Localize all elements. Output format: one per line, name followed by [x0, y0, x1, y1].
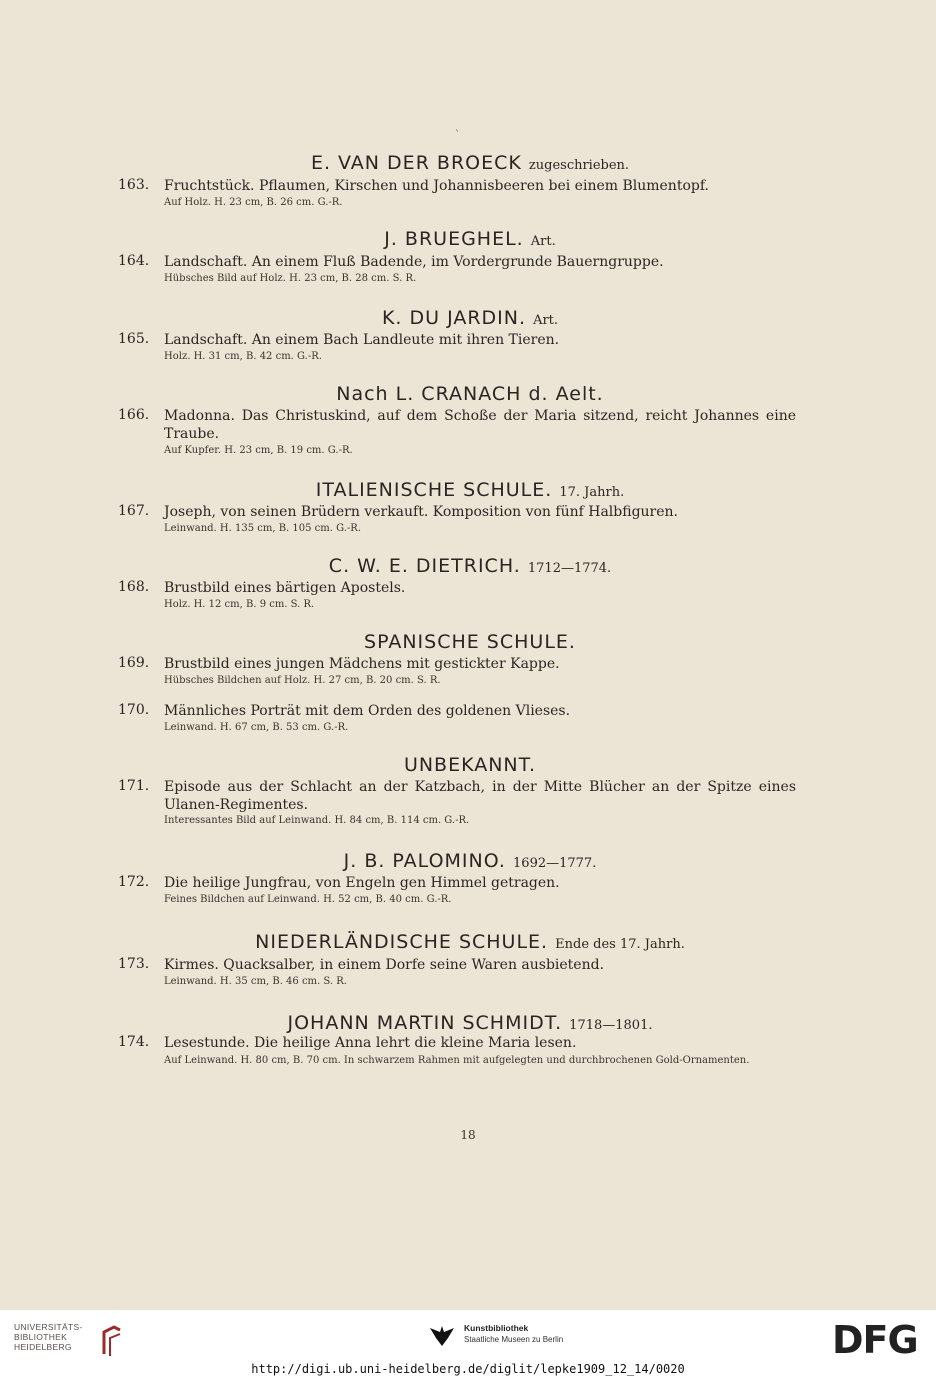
- lot-description: Fruchtstück. Pflaumen, Kirschen und Johannisbeeren bei einem Blumentopf.: [164, 178, 709, 194]
- lot-description: Die heilige Jungfrau, von Engeln gen Himmel getragen.: [164, 875, 560, 891]
- lot-number: 166.: [118, 407, 150, 423]
- kunstbibliothek-subtitle: Staatliche Museen zu Berlin: [464, 1335, 564, 1344]
- lot-description: Madonna. Das Christuskind, auf dem Schoße der Maria sitzend, reicht Johannes eine Traube.: [164, 408, 796, 442]
- artist-heading: Nach L. CRANACH d. Aelt.: [336, 383, 604, 405]
- lot-number: 168.: [118, 579, 150, 595]
- source-url-link[interactable]: http://digi.ub.uni-heidelberg.de/diglit/lepke1909_12_14/0020: [251, 1362, 685, 1376]
- artist-heading: J. B. PALOMINO. 1692—1777.: [343, 850, 597, 872]
- lot-description: Kirmes. Quacksalber, in einem Dorfe seine Waren ausbietend.: [164, 957, 605, 973]
- artist-heading: J. BRUEGHEL. Art.: [384, 228, 556, 250]
- stray-mark: `: [455, 130, 460, 141]
- lot-description: Brustbild eines bärtigen Apostels.: [164, 580, 406, 596]
- lot-number: 172.: [118, 874, 150, 890]
- page-number: 18: [460, 1128, 476, 1142]
- kunstbibliothek-logo[interactable]: [428, 1322, 628, 1352]
- lot-details: Interessantes Bild auf Leinwand. H. 84 cm, B. 114 cm. G.-R.: [164, 815, 470, 826]
- university-line: HEIDELBERG: [14, 1342, 72, 1352]
- lot-details: Holz. H. 31 cm, B. 42 cm. G.-R.: [164, 351, 322, 362]
- lot-number: 165.: [118, 331, 150, 347]
- lot-description: Lesestunde. Die heilige Anna lehrt die kleine Maria lesen.: [164, 1035, 577, 1051]
- lot-number: 167.: [118, 503, 150, 519]
- artist-heading: JOHANN MARTIN SCHMIDT. 1718—1801.: [287, 1012, 653, 1034]
- artist-heading: NIEDERLÄNDISCHE SCHULE. Ende des 17. Jahrh.: [255, 931, 685, 953]
- lot-number: 171.: [118, 778, 150, 794]
- lot-number: 170.: [118, 702, 150, 718]
- lot-details: Holz. H. 12 cm, B. 9 cm. S. R.: [164, 599, 315, 610]
- lot-number: 169.: [118, 655, 150, 671]
- university-emblem-icon: [100, 1324, 124, 1358]
- lot-description: Landschaft. An einem Bach Landleute mit ihren Tieren.: [164, 332, 560, 348]
- university-library-logo[interactable]: [14, 1322, 124, 1362]
- eagle-icon: [428, 1324, 456, 1348]
- lot-details: Feines Bildchen auf Leinwand. H. 52 cm, B. 40 cm. G.-R.: [164, 894, 452, 905]
- artist-heading: UNBEKANNT.: [403, 754, 537, 776]
- kunstbibliothek-name: Kunstbibliothek: [464, 1323, 529, 1333]
- lot-number: 174.: [118, 1034, 150, 1050]
- university-line: BIBLIOTHEK: [14, 1332, 68, 1342]
- lot-details: Leinwand. H. 35 cm, B. 46 cm. S. R.: [164, 976, 347, 987]
- lot-description: Episode aus der Schlacht an der Katzbach, in der Mitte Blücher an der Spitze eines Ulanen-Regimentes.: [164, 779, 796, 813]
- lot-details: Auf Holz. H. 23 cm, B. 26 cm. G.-R.: [164, 197, 343, 208]
- lot-details: Leinwand. H. 67 cm, B. 53 cm. G.-R.: [164, 722, 349, 733]
- artist-heading: C. W. E. DIETRICH. 1712—1774.: [328, 555, 612, 577]
- lot-number: 173.: [118, 956, 150, 972]
- lot-details: Hübsches Bild auf Holz. H. 23 cm, B. 28 cm. S. R.: [164, 273, 417, 284]
- artist-heading: SPANISCHE SCHULE.: [364, 631, 576, 653]
- lot-details: Auf Leinwand. H. 80 cm, B. 70 cm. In schwarzem Rahmen mit aufgelegten und durchbrochenen Gold-Ornamenten.: [164, 1055, 750, 1066]
- digitization-footer: [0, 1310, 936, 1378]
- artist-heading: K. DU JARDIN. Art.: [381, 307, 559, 329]
- university-line: UNIVERSITÄTS-: [14, 1322, 83, 1332]
- lot-details: Leinwand. H. 135 cm, B. 105 cm. G.-R.: [164, 523, 362, 534]
- dfg-logo[interactable]: DFG: [832, 1318, 918, 1362]
- lot-details: Hübsches Bildchen auf Holz. H. 27 cm, B. 20 cm. S. R.: [164, 675, 441, 686]
- lot-number: 164.: [118, 253, 150, 269]
- lot-description: Brustbild eines jungen Mädchens mit gestickter Kappe.: [164, 656, 560, 672]
- lot-number: 163.: [118, 177, 150, 193]
- lot-description: Landschaft. An einem Fluß Badende, im Vordergrunde Bauerngruppe.: [164, 254, 664, 270]
- artist-heading: E. VAN DER BROECK zugeschrieben.: [310, 152, 630, 174]
- lot-description: Männliches Porträt mit dem Orden des goldenen Vlieses.: [164, 703, 571, 719]
- lot-details: Auf Kupfer. H. 23 cm, B. 19 cm. G.-R.: [164, 445, 353, 456]
- artist-heading: ITALIENISCHE SCHULE. 17. Jahrh.: [315, 479, 625, 501]
- lot-description: Joseph, von seinen Brüdern verkauft. Komposition von fünf Halbfiguren.: [164, 504, 679, 520]
